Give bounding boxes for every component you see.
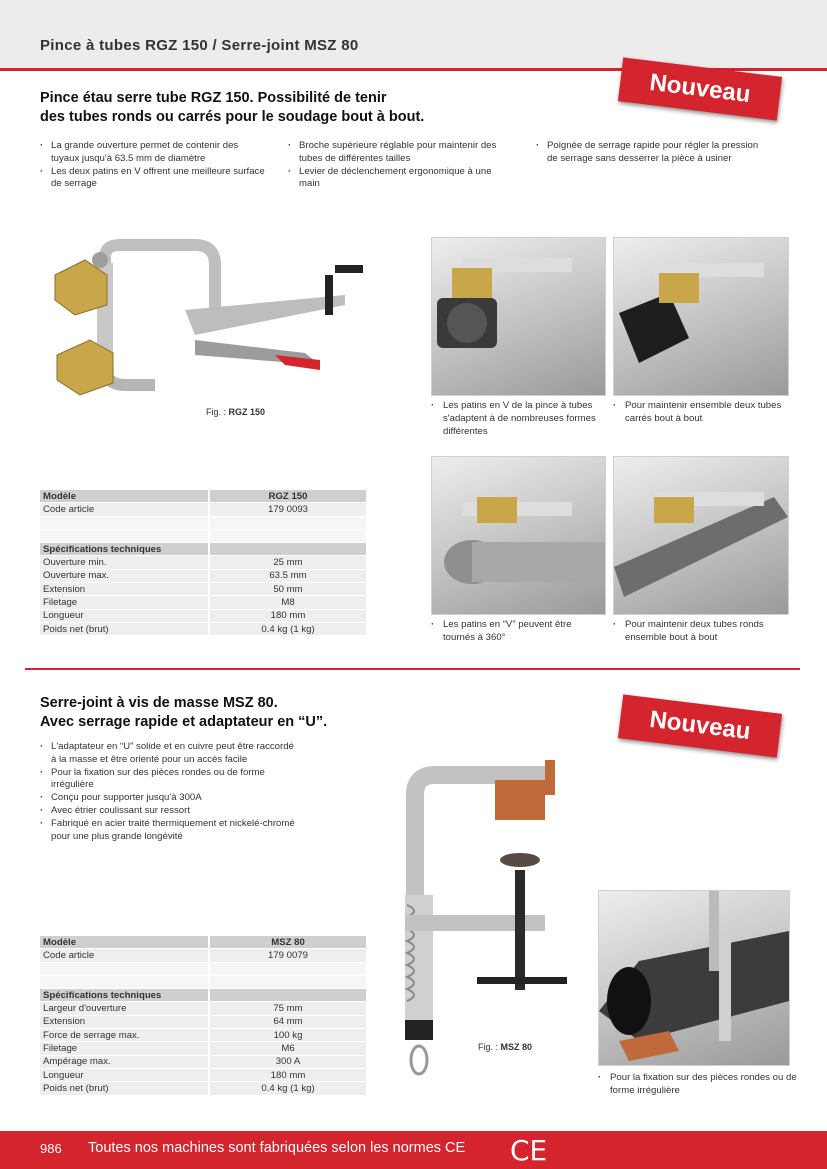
- table-row: Modèle MSZ 80: [40, 936, 366, 949]
- rgz150-product-image: [45, 235, 375, 415]
- rgz150-figure-caption: Fig. : RGZ 150: [206, 407, 266, 417]
- list-item: · Fabriqué en acier traité thermiquement et nickelé-chromé pour une plus grande longévité: [40, 818, 300, 844]
- table-row: [40, 516, 366, 529]
- table-row: Spécifications techniques: [40, 989, 366, 1002]
- list-item: · Poignée de serrage rapide pour régler la pression de serrage sans desserrer la pièce à usiner: [536, 140, 766, 166]
- table-row: [40, 962, 366, 975]
- table-row: Longueur 180 mm: [40, 1068, 366, 1081]
- page-number: 986: [40, 1141, 62, 1156]
- section2-heading: Serre-joint à vis de masse MSZ 80. Avec serrage rapide et adaptateur en “U”.: [40, 695, 328, 730]
- list-item: · Levier de déclenchement ergonomique à une main: [288, 166, 508, 192]
- table-row: Largeur d'ouverture 75 mm: [40, 1002, 366, 1015]
- bullets-col3: [536, 140, 766, 166]
- bullets-col1: [40, 140, 265, 191]
- table-row: Force de serrage max. 100 kg: [40, 1029, 366, 1042]
- table-row: Code article 179 0093: [40, 503, 366, 516]
- table-row: Filetage M6: [40, 1042, 366, 1055]
- photo-round-tubes: [613, 456, 789, 615]
- photo-square-tubes: [613, 237, 789, 396]
- msz80-figure-caption: Fig. : MSZ 80: [478, 1042, 533, 1052]
- rgz150-spec-table: [40, 490, 366, 636]
- table-row: Ampérage max. 300 A: [40, 1055, 366, 1068]
- new-badge: Nouveau: [618, 694, 782, 757]
- list-item: · L'adaptateur en “U” solide et en cuivre peut être raccordé à la masse et être orienté pour un accès facile: [40, 741, 300, 767]
- table-row: Extension 50 mm: [40, 583, 366, 596]
- photo-msz80-in-use: [598, 890, 790, 1066]
- table-row: Ouverture min. 25 mm: [40, 556, 366, 569]
- msz80-product-image: [385, 755, 585, 1085]
- caption-2: · Pour maintenir ensemble deux tubes carrés bout à bout: [613, 400, 783, 426]
- table-row: [40, 975, 366, 988]
- list-item: · Les deux patins en V offrent une meilleure surface de serrage: [40, 166, 265, 192]
- list-item: · Conçu pour supporter jusqu'à 300A: [40, 792, 300, 805]
- caption-3: · Les patins en “V” peuvent être tournés à 360°: [431, 619, 596, 645]
- section-divider: [25, 668, 800, 670]
- table-row: Longueur 180 mm: [40, 609, 366, 622]
- table-row: Poids net (brut) 0.4 kg (1 kg): [40, 1082, 366, 1095]
- list-item: · La grande ouverture permet de contenir des tuyaux jusqu'à 63.5 mm de diamètre: [40, 140, 265, 166]
- msz80-spec-table: [40, 936, 366, 1096]
- list-item: · Broche supérieure réglable pour maintenir des tubes de différentes tailles: [288, 140, 508, 166]
- table-row: [40, 529, 366, 542]
- page-title: Pince à tubes RGZ 150 / Serre-joint MSZ 80: [40, 37, 359, 54]
- table-row: Extension 64 mm: [40, 1015, 366, 1028]
- caption-1: · Les patins en V de la pince à tubes s'adaptent à de nombreuses formes différentes: [431, 400, 596, 438]
- photo-rotating-pads: [431, 456, 606, 615]
- photo-v-pads: [431, 237, 606, 396]
- table-row: Filetage M8: [40, 596, 366, 609]
- table-row: Ouverture max. 63.5 mm: [40, 569, 366, 582]
- table-row: Poids net (brut) 0.4 kg (1 kg): [40, 622, 366, 635]
- ce-mark-icon: CE: [510, 1134, 548, 1167]
- bullets-col2: [288, 140, 508, 191]
- footer-text: Toutes nos machines sont fabriquées selon les normes CE: [88, 1140, 466, 1156]
- section1-heading: Pince étau serre tube RGZ 150. Possibilité de tenir des tubes ronds ou carrés pour le soudage bout à bout.: [40, 90, 425, 125]
- caption-4: · Pour maintenir deux tubes ronds ensemble bout à bout: [613, 619, 783, 645]
- table-row: Modèle RGZ 150: [40, 490, 366, 503]
- caption-msz80: · Pour la fixation sur des pièces rondes ou de forme irrégulière: [598, 1072, 798, 1098]
- section2-bullets: [40, 741, 300, 843]
- list-item: · Avec étrier coulissant sur ressort: [40, 805, 300, 818]
- table-row: Code article 179 0079: [40, 949, 366, 962]
- list-item: · Pour la fixation sur des pièces rondes ou de forme irrégulière: [40, 767, 300, 793]
- table-row: Spécifications techniques: [40, 543, 366, 556]
- page-header: [0, 0, 827, 71]
- new-badge: Nouveau: [618, 57, 782, 120]
